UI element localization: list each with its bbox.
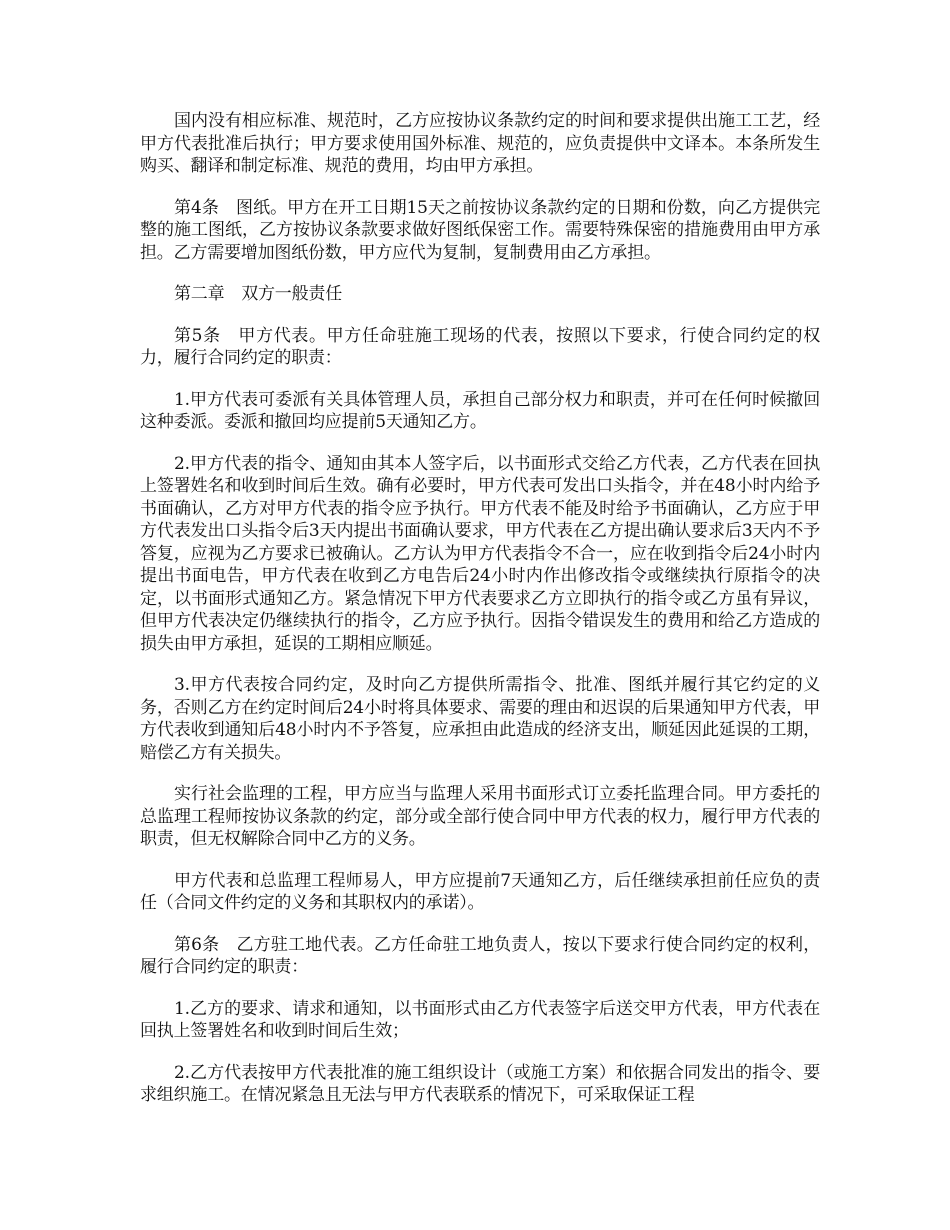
paragraph-article-5-party-a-representative: 第5条 甲方代表。甲方任命驻施工现场的代表，按照以下要求，行使合同约定的权力，履行合同约定的职责： [140, 325, 820, 368]
paragraph-article-6-item-1: 1.乙方的要求、请求和通知，以书面形式由乙方代表签字后送交甲方代表，甲方代表在回执上签署姓名和收到时间后生效； [140, 998, 820, 1041]
paragraph-supervision: 实行社会监理的工程，甲方应当与监理人采用书面形式订立委托监理合同。甲方委托的总监理工程师按协议条款的约定，部分或全部行使合同中甲方代表的权力，履行甲方代表的职责，但无权解除合同中乙方的义务。 [140, 784, 820, 849]
paragraph-standards: 国内没有相应标准、规范时，乙方应按协议条款约定的时间和要求提供出施工工艺，经甲方代表批准后执行；甲方要求使用国外标准、规范的，应负责提供中文译本。本条所发生购买、翻译和制定标准、规范的费用，均由甲方承担。 [140, 111, 820, 176]
paragraph-article-6-party-b-representative: 第6条 乙方驻工地代表。乙方任命驻工地负责人，按以下要求行使合同约定的权利，履行合同约定的职责： [140, 934, 820, 977]
document-page [140, 110, 820, 1126]
paragraph-representative-change: 甲方代表和总监理工程师易人，甲方应提前7天通知乙方，后任继续承担前任应负的责任（合同文件约定的义务和其职权内的承诺）。 [140, 870, 820, 913]
paragraph-article-5-item-3: 3.甲方代表按合同约定，及时向乙方提供所需指令、批准、图纸并履行其它约定的义务，否则乙方在约定时间后24小时将具体要求、需要的理由和迟误的后果通知甲方代表，甲方代表收到通知后48小时内不予答复，应承担由此造成的经济支出，顺延因此延误的工期，赔偿乙方有关损失。 [140, 675, 820, 763]
paragraph-article-4-drawings: 第4条 图纸。甲方在开工日期15天之前按协议条款约定的日期和份数，向乙方提供完整的施工图纸，乙方按协议条款要求做好图纸保密工作。需要特殊保密的措施费用由甲方承担。乙方需要增加图纸份数，甲方应代为复制，复制费用由乙方承担。 [140, 197, 820, 263]
paragraph-article-5-item-1: 1.甲方代表可委派有关具体管理人员，承担自己部分权力和职责，并可在任何时候撤回这种委派。委派和撤回均应提前5天通知乙方。 [140, 389, 820, 432]
paragraph-article-5-item-2: 2.甲方代表的指令、通知由其本人签字后，以书面形式交给乙方代表，乙方代表在回执上签署姓名和收到时间后生效。确有必要时，甲方代表可发出口头指令，并在48小时内给予书面确认，乙方对甲方代表的指令应予执行。甲方代表不能及时给予书面确认，乙方应于甲方代表发出口头指令后3天内提出书面确认要求，甲方代表在乙方提出确认要求后3天内不予答复，应视为乙方要求已被确认。乙方认为甲方代表指令不合一，应在收到指令后24小时内提出书面电告，甲方代表在收到乙方电告后24小时内作出修改指令或继续执行原指令的决定，以书面形式通知乙方。紧急情况下甲方代表要求乙方立即执行的指令或乙方虽有异议，但甲方代表决定仍继续执行的指令，乙方应予执行。因指令错误发生的费用和给乙方造成的损失由甲方承担，延误的工期相应顺延。 [140, 453, 820, 654]
chapter-2-heading: 第二章 双方一般责任 [174, 284, 342, 304]
paragraph-article-6-item-2: 2.乙方代表按甲方代表批准的施工组织设计（或施工方案）和依据合同发出的指令、要求组织施工。在情况紧急且无法与甲方代表联系的情况下，可采取保证工程 [140, 1062, 820, 1105]
